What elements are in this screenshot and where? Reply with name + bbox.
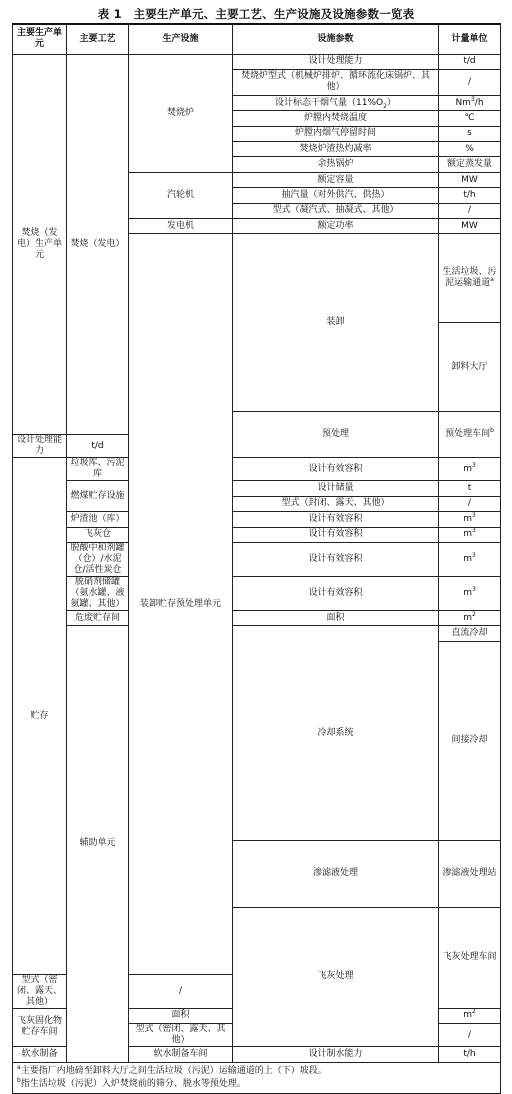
measure-cell: / bbox=[439, 203, 501, 218]
table-row bbox=[13, 626, 501, 641]
param-cell: 设计处理能力 bbox=[13, 435, 67, 458]
param-cell: 型式（密闭、露天、其他） bbox=[129, 1024, 233, 1047]
facility-cell: 脱硝剂储罐（氨水罐、液氨罐、其他） bbox=[67, 576, 129, 610]
footnote-b bbox=[17, 1078, 496, 1091]
superscript: 3 bbox=[471, 511, 476, 519]
superscript: 2 bbox=[471, 610, 476, 618]
table-title: 表 1 主要生产单元、主要工艺、生产设施及设施参数一览表 bbox=[97, 7, 415, 21]
measure-cell bbox=[439, 1008, 501, 1023]
facility-cell: 卸料大厅 bbox=[439, 323, 501, 412]
param-cell: 额定功率 bbox=[233, 219, 439, 234]
facility-cell bbox=[439, 412, 501, 458]
measure-cell: % bbox=[439, 142, 501, 157]
unit-text: m bbox=[463, 513, 472, 524]
process-cell: 软水制备 bbox=[13, 1047, 67, 1062]
measure-cell: / bbox=[439, 496, 501, 511]
measure-cell bbox=[439, 95, 501, 110]
param-cell: 设计储量 bbox=[233, 481, 439, 496]
facility-text: 预处理车间 bbox=[445, 429, 491, 440]
facility-cell: 飞灰仓 bbox=[67, 527, 129, 542]
param-cell: 焚烧炉渣热灼减率 bbox=[233, 142, 439, 157]
param-cell: 额定容量 bbox=[233, 172, 439, 187]
measure-cell: t/h bbox=[439, 1047, 501, 1062]
measure-cell: s bbox=[439, 126, 501, 141]
param-cell: 型式（封闭、露天、其他） bbox=[233, 496, 439, 511]
unit-text: /h bbox=[474, 97, 484, 108]
footnote-mark-b: b bbox=[490, 427, 494, 435]
superscript: 3 bbox=[471, 461, 476, 469]
measure-cell bbox=[439, 512, 501, 527]
param-cell: 额定蒸发量 bbox=[439, 157, 501, 172]
superscript: 2 bbox=[471, 1008, 476, 1016]
param-text: 设计标态干烟气量（11%O bbox=[275, 97, 384, 108]
header-measure: 计量单位 bbox=[439, 24, 501, 54]
footnote-b-mark: b bbox=[17, 1076, 21, 1084]
facility-cell: 余热锅炉 bbox=[233, 157, 439, 172]
unit-text: m bbox=[463, 463, 472, 474]
param-cell: 设计有效容积 bbox=[233, 512, 439, 527]
facility-cell: 发电机 bbox=[129, 219, 233, 234]
facility-cell: 直流冷却 bbox=[439, 626, 501, 641]
measure-cell bbox=[439, 542, 501, 576]
measure-cell bbox=[439, 610, 501, 625]
unit-text: m bbox=[463, 587, 472, 598]
facility-cell: 脱酸中和剂罐（仓）/水泥仓/活性炭仓 bbox=[67, 542, 129, 576]
measure-cell: t/h bbox=[439, 188, 501, 203]
measure-cell: MW bbox=[439, 172, 501, 187]
param-cell: 型式（凝汽式、抽凝式、其他） bbox=[233, 203, 439, 218]
param-cell bbox=[233, 95, 439, 110]
process-cell: 渗滤液处理 bbox=[233, 840, 439, 907]
superscript: 3 bbox=[471, 551, 476, 559]
measure-cell bbox=[439, 527, 501, 542]
unit-text: Nm bbox=[455, 97, 471, 108]
facility-table bbox=[12, 23, 501, 1094]
process-cell: 焚烧（发电） bbox=[67, 54, 129, 435]
footnote-a-mark: a bbox=[17, 1063, 21, 1071]
measure-cell: / bbox=[439, 1024, 501, 1047]
param-cell: 设计有效容积 bbox=[233, 527, 439, 542]
measure-cell bbox=[439, 458, 501, 481]
facility-cell: 炉渣池（库） bbox=[67, 512, 129, 527]
header-unit: 主要生产单元 bbox=[13, 24, 67, 54]
facility-cell: 汽轮机 bbox=[129, 172, 233, 218]
facility-cell: 燃煤贮存设施 bbox=[67, 481, 129, 512]
header-facility: 生产设施 bbox=[129, 24, 233, 54]
table-row bbox=[13, 542, 501, 576]
superscript: 3 bbox=[471, 585, 476, 593]
param-cell: 炉膛内烟气停留时间 bbox=[233, 126, 439, 141]
table-row bbox=[13, 481, 501, 496]
footnotes-row bbox=[13, 1062, 501, 1093]
facility-cell: 飞灰处理车间 bbox=[439, 907, 501, 1008]
unit-text: m bbox=[463, 612, 472, 623]
table-row bbox=[13, 54, 501, 69]
table-row bbox=[13, 576, 501, 610]
facility-cell: 垃圾库、污泥库 bbox=[67, 458, 129, 481]
unit-cell: 焚烧（发电）生产单元 bbox=[13, 54, 67, 435]
facility-text: 生活垃圾、污泥运输通道 bbox=[442, 267, 497, 289]
measure-cell: / bbox=[129, 974, 233, 1008]
unit-text: m bbox=[463, 529, 472, 540]
footnote-a-text: 主要指厂内地磅至卸料大厅之间生活垃圾（污泥）运输通道的上（下）坡段。 bbox=[20, 1065, 327, 1076]
footnote-a bbox=[17, 1065, 496, 1078]
table-row bbox=[13, 610, 501, 625]
measure-cell: t bbox=[439, 481, 501, 496]
measure-cell: / bbox=[439, 69, 501, 95]
footnotes-cell bbox=[13, 1062, 501, 1093]
process-cell: 飞灰处理 bbox=[233, 907, 439, 1046]
param-cell: 设计有效容积 bbox=[233, 576, 439, 610]
measure-cell: ℃ bbox=[439, 111, 501, 126]
param-cell: 面积 bbox=[129, 1008, 233, 1023]
param-cell: 炉膛内焚烧温度 bbox=[233, 111, 439, 126]
process-cell: 预处理 bbox=[233, 412, 439, 458]
unit-cell: 装卸贮存预处理单元 bbox=[129, 234, 233, 974]
process-cell: 贮存 bbox=[13, 458, 67, 974]
facility-cell bbox=[439, 234, 501, 323]
facility-cell: 间接冷却 bbox=[439, 641, 501, 840]
table-row bbox=[13, 458, 501, 481]
process-cell: 冷却系统 bbox=[233, 626, 439, 840]
param-cell: 抽汽量（对外供汽、供热） bbox=[233, 188, 439, 203]
measure-cell: t/d bbox=[439, 54, 501, 69]
param-text: ） bbox=[386, 97, 396, 108]
measure-cell: t/d bbox=[67, 435, 129, 458]
param-cell: 设计有效容积 bbox=[233, 542, 439, 576]
param-cell: 面积 bbox=[233, 610, 439, 625]
facility-cell: 渗滤液处理站 bbox=[439, 840, 501, 907]
facility-cell: 软水制备车间 bbox=[129, 1047, 233, 1062]
footnote-mark-a: a bbox=[490, 276, 494, 284]
header-param: 设施参数 bbox=[233, 24, 439, 54]
unit-text: m bbox=[463, 553, 472, 564]
footnote-b-text: 指生活垃圾（污泥）入炉焚烧前的筛分、脱水等预处理。 bbox=[20, 1078, 246, 1089]
table-header-row bbox=[13, 24, 501, 54]
measure-cell bbox=[439, 576, 501, 610]
table-row bbox=[13, 512, 501, 527]
header-process: 主要工艺 bbox=[67, 24, 129, 54]
param-cell: 型式（密闭、露天、其他） bbox=[13, 974, 67, 1008]
param-cell: 设计处理能力 bbox=[233, 54, 439, 69]
table-row bbox=[13, 527, 501, 542]
superscript: 3 bbox=[470, 95, 475, 103]
process-cell: 装卸 bbox=[233, 234, 439, 412]
unit-cell: 辅助单元 bbox=[67, 626, 129, 1062]
facility-cell: 危废贮存间 bbox=[67, 610, 129, 625]
measure-cell: MW bbox=[439, 219, 501, 234]
facility-cell: 飞灰固化物贮存车间 bbox=[13, 1008, 67, 1046]
subscript: 2 bbox=[383, 102, 387, 110]
param-cell: 焚烧炉型式（机械炉排炉、循环流化床锅炉、其他） bbox=[233, 69, 439, 95]
facility-cell: 焚烧炉 bbox=[129, 54, 233, 172]
superscript: 3 bbox=[471, 527, 476, 535]
unit-text: m bbox=[463, 1010, 472, 1021]
param-cell: 设计有效容积 bbox=[233, 458, 439, 481]
param-cell: 设计制水能力 bbox=[233, 1047, 439, 1062]
